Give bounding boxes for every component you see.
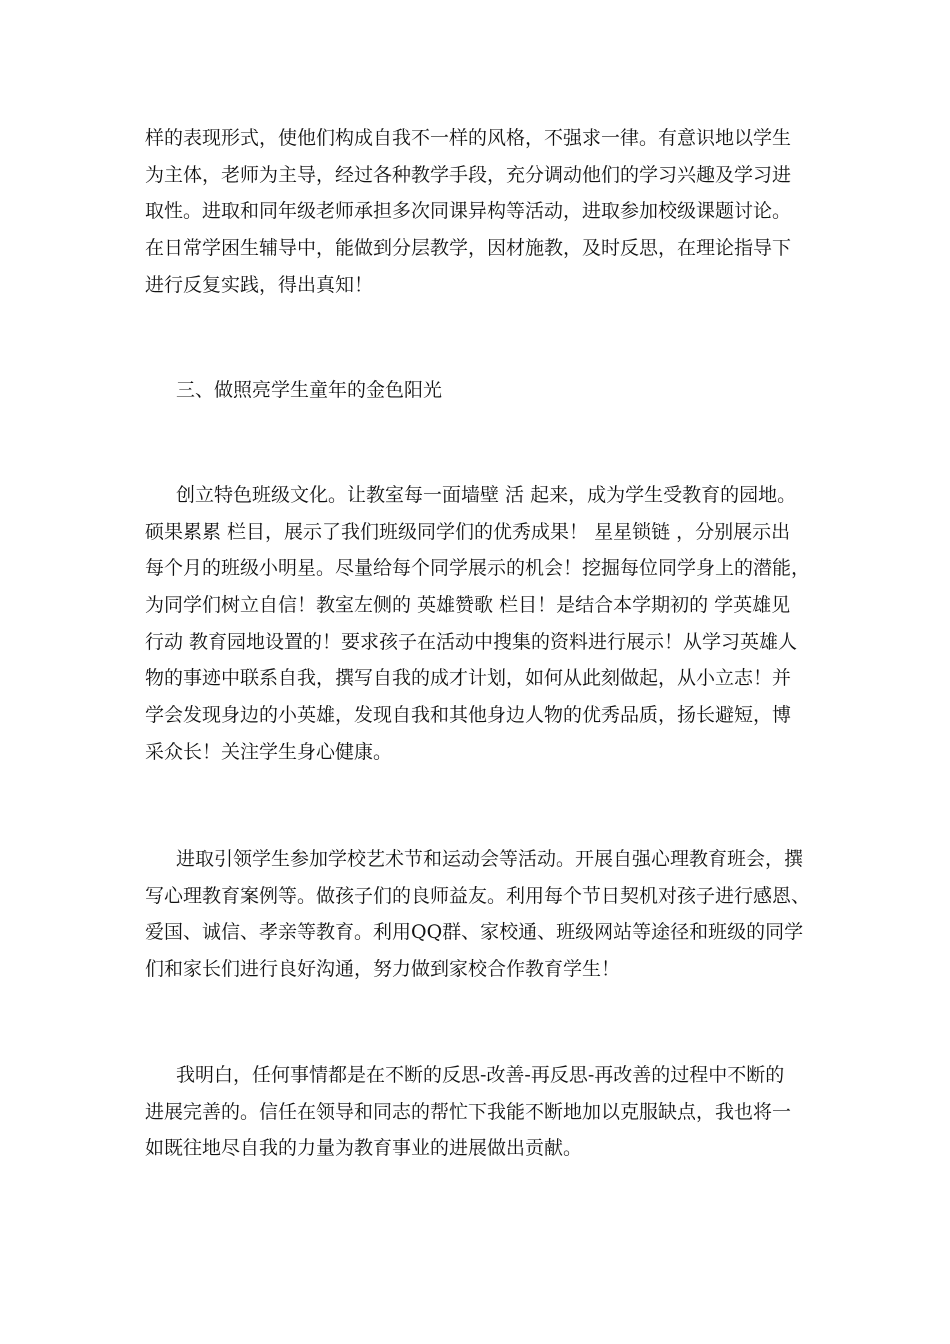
text-line: 们和家长们进行良好沟通，努力做到家校合作教育学生！ <box>145 958 621 981</box>
text-line: 进行反复实践，得出真知！ <box>145 273 374 296</box>
paragraph-conclusion <box>145 1057 810 1167</box>
text-line: 取性。进取和同年级老师承担多次同课异构等活动，进取参加校级课题讨论。 <box>145 200 792 223</box>
text-line: 为主体，老师为主导，经过各种教学手段，充分调动他们的学习兴趣及学习进 <box>145 163 792 186</box>
text-line: 爱国、诚信、孝亲等教育。利用QQ群、家校通、班级网站等途径和班级的同学 <box>145 921 804 944</box>
text-line: 采众长！关注学生身心健康。 <box>145 740 393 763</box>
text-line: 行动 教育园地设置的！要求孩子在活动中搜集的资料进行展示！从学习英雄人 <box>145 630 798 653</box>
text-line: 进展完善的。信任在领导和同志的帮忙下我能不断地加以克服缺点，我也将一 <box>145 1100 792 1123</box>
text-line: 硕果累累 栏目，展示了我们班级同学们的优秀成果！ 星星锁链 ，分别展示出 <box>145 520 791 543</box>
section-heading <box>176 372 841 409</box>
text-line: 如既往地尽自我的力量为教育事业的进展做出贡献。 <box>145 1137 583 1160</box>
text-line: 进取引领学生参加学校艺术节和运动会等活动。开展自强心理教育班会，撰 <box>176 848 804 870</box>
text-line: 物的事迹中联系自我，撰写自我的成才计划，如何从此刻做起，从小立志！并 <box>145 667 792 690</box>
section-heading-text: 三、做照亮学生童年的金色阳光 <box>176 379 443 401</box>
text-line: 每个月的班级小明星。尽量给每个同学展示的机会！挖掘每位同学身上的潜能， <box>145 557 811 580</box>
text-line: 样的表现形式，使他们构成自我不一样的风格，不强求一律。有意识地以学生 <box>145 127 792 149</box>
text-line: 为同学们树立自信！教室左侧的 英雄赞歌 栏目！是结合本学期初的 学英雄见 <box>145 594 791 617</box>
text-line: 创立特色班级文化。让教室每一面墙壁 活 起来，成为学生受教育的园地。 <box>176 484 797 506</box>
text-line: 写心理教育案例等。做孩子们的良师益友。利用每个节日契机对孩子进行感恩、 <box>145 884 811 907</box>
paragraph-class-culture <box>145 477 810 771</box>
text-line: 学会发现身边的小英雄，发现自我和其他身边人物的优秀品质，扬长避短，博 <box>145 704 792 727</box>
text-line: 在日常学困生辅导中，能做到分层教学，因材施教，及时反思，在理论指导下 <box>145 237 792 260</box>
paragraph-activities <box>145 841 810 988</box>
paragraph-teaching-methods <box>145 120 810 303</box>
text-line: 我明白，任何事情都是在不断的反思-改善-再反思-再改善的过程中不断的 <box>176 1064 785 1086</box>
